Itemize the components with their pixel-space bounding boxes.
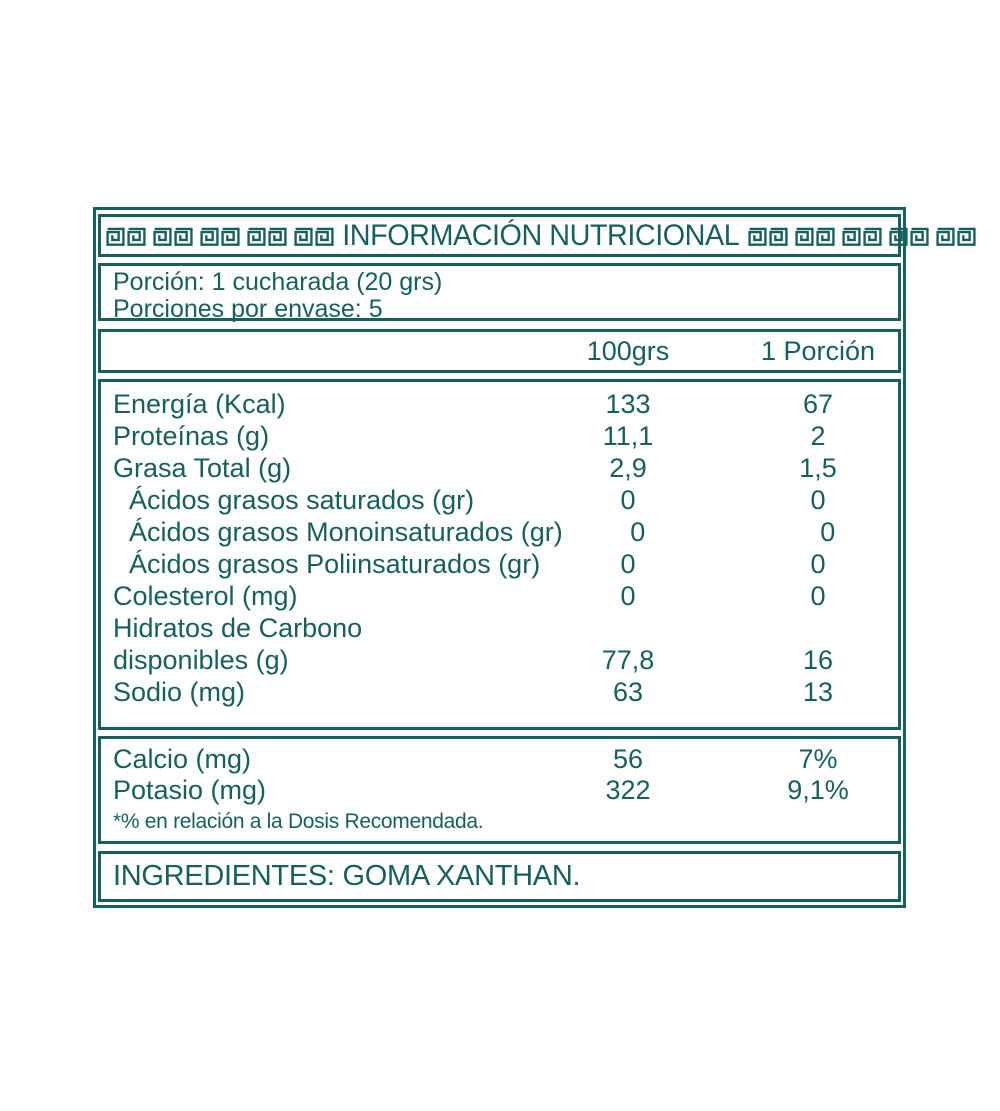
nutrient-value-portion: 0 [810,549,826,579]
nutrient-value-portion: 13 [802,677,834,707]
greek-key-icon [294,223,313,249]
nutrient-value-100g: 11,1 [602,421,654,451]
nutrient-label: Ácidos grasos saturados (gr) [129,485,475,515]
column-headers [98,329,901,373]
nutrient-value-portion: 7% [798,744,838,774]
nutrient-label: Potasio (mg) [113,775,267,805]
nutrient-value-100g: 0 [620,549,636,579]
nutrient-value-100g: 0 [630,517,646,547]
nutrient-value-100g: 322 [605,775,651,805]
table-row [101,420,898,452]
nutrient-label: Ácidos grasos Monoinsaturados (gr) [129,517,563,547]
nutrient-label: Energía (Kcal) [113,389,286,419]
table-row [101,644,898,676]
greek-key-icon [748,223,767,249]
greek-key-icon [247,223,266,249]
table-row [101,388,898,420]
table-row [101,548,898,580]
nutrient-value-portion: 9,1% [787,775,849,805]
greek-key-pattern-right [748,223,976,249]
greek-key-icon [769,223,788,249]
nutrient-value-100g: 56 [612,744,644,774]
greek-key-icon [174,223,193,249]
nutrient-value-100g: 2,9 [609,453,647,483]
nutrition-label [93,207,906,908]
table-row [101,580,898,612]
nutrient-value-portion: 67 [802,389,834,419]
title-bar [98,214,901,257]
table-row [101,612,898,644]
servings-per-container-line: Porciones por envase: 5 [113,295,383,323]
greek-key-icon [795,223,814,249]
nutrient-label: Colesterol (mg) [113,581,298,611]
greek-key-icon [816,223,835,249]
nutrient-label: Grasa Total (g) [113,453,292,483]
greek-key-icon [106,223,125,249]
minerals-section [98,736,901,844]
nutrient-value-portion: 0 [810,581,826,611]
ingredients-text: INGREDIENTES: GOMA XANTHAN. [113,860,581,892]
nutrient-label: disponibles (g) [113,645,289,675]
greek-key-pattern-left [106,223,334,249]
nutrient-label: Sodio (mg) [113,677,246,707]
daily-dose-footnote: *% en relación a la Dosis Recomendada. [113,810,484,833]
nutrient-value-portion: 2 [810,421,826,451]
nutrient-value-portion: 0 [820,517,836,547]
nutrient-value-100g: 63 [612,677,644,707]
nutrient-table [98,379,901,730]
table-row [101,516,898,548]
nutrient-label: Ácidos grasos Poliinsaturados (gr) [129,549,541,579]
column-header-100g: 100grs [586,335,670,366]
greek-key-icon [889,223,908,249]
serving-info [98,263,901,321]
nutrient-value-100g: 77,8 [601,645,655,675]
nutrient-value-100g: 0 [620,581,636,611]
greek-key-icon [910,223,929,249]
greek-key-icon [200,223,219,249]
greek-key-icon [221,223,240,249]
table-row [101,744,898,775]
greek-key-icon [842,223,861,249]
table-row [101,775,898,806]
greek-key-icon [863,223,882,249]
nutrient-value-100g: 0 [620,485,636,515]
table-row [101,484,898,516]
nutrient-value-portion: 1,5 [799,453,837,483]
nutrient-label: Calcio (mg) [113,744,252,774]
greek-key-icon [153,223,172,249]
greek-key-icon [127,223,146,249]
nutrient-value-portion: 16 [802,645,834,675]
ingredients-section [98,851,901,902]
nutrient-value-100g: 133 [605,389,651,419]
greek-key-icon [315,223,334,249]
greek-key-icon [957,223,976,249]
nutrient-value-portion: 0 [810,485,826,515]
column-header-portion: 1 Porción [760,335,876,366]
label-title: INFORMACIÓN NUTRICIONAL [342,218,740,252]
nutrient-label: Hidratos de Carbono [113,613,363,643]
table-row [101,676,898,708]
serving-size-line: Porción: 1 cucharada (20 grs) [113,268,443,296]
greek-key-icon [268,223,287,249]
table-row [101,452,898,484]
nutrient-label: Proteínas (g) [113,421,270,451]
greek-key-icon [936,223,955,249]
